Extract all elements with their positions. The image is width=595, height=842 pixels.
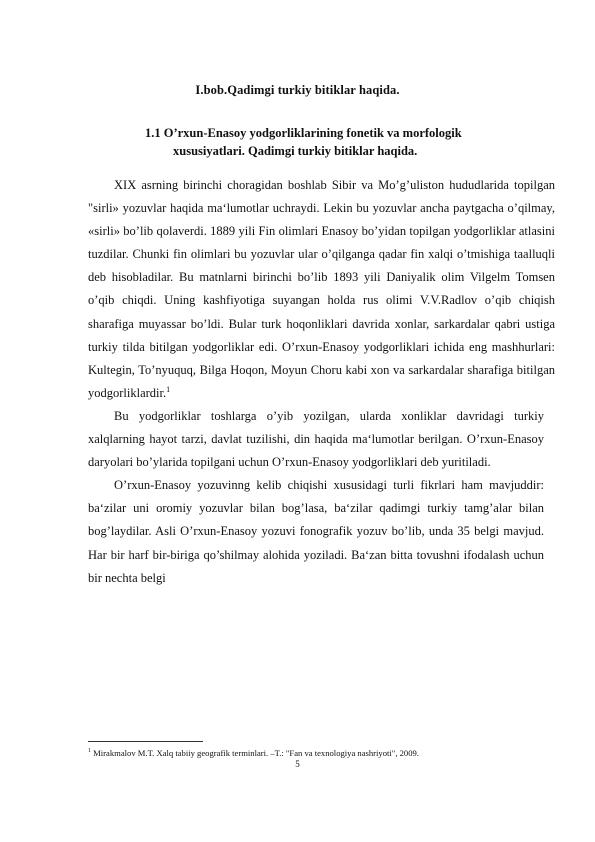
paragraph-1-text: XIX asrning birinchi choragidan boshlab Sibir va Mo’g’uliston hududlarida topilgan "sirli» yozuvlar haqida ma‘lumotlar uchraydi. Lekin bu yozuvlar ancha paytgacha o’qilmay, «sirli» bo’lib qolaverdi. 1889 yili Fin olimlari Enasoy bo’yidan topilgan yodgorliklar atlasini tuzdilar. Chunki fin olimlari bu yozuvlar ular o’qilganga qadar fin xalqi o’tmishiga taalluqli deb hisobladilar. Bu matnlarni birinchi bo’lib 1893 yili Daniyalik olim Vilgelm Tomsen o’qib chiqdi. Uning kashfiyotiga suyangan holda rus olimi V.V.Radlov o’qib chiqish sharafiga muyassar bo’ldi. Bular turk hoqonliklari davrida xonlar, sarkardalar qabri ustiga turkiy tilda bitilgan yodgorliklar edi. O’rxun-Enasoy yodgorliklari ichida eng mashhurlari: Kultegin, To’nyuquq, Bilga Hoqon, Moyun Choru kabi xon va sarkardalar sharafiga bitilgan yodgorliklardir. xyxy=(88,178,555,400)
footnote xyxy=(88,746,568,759)
footnote-divider xyxy=(88,741,203,742)
footnote-number: 1 xyxy=(88,748,91,754)
page-number: 5 xyxy=(295,759,300,769)
paragraph-2: Bu yodgorliklar toshlarga o’yib yozilgan, ularda xonliklar davridagi turkiy xalqlarning hayot tarzi, davlat tuzilishi, din haqida ma‘lumotlar berilgan. O’rxun-Enasoy daryolari bo’ylarida topilgani uchun O’rxun-Enasoy yodgorliklari deb yuritiladi. xyxy=(88,408,544,470)
section-title xyxy=(88,124,558,160)
chapter-title: I.bob.Qadimgi turkiy bitiklar haqida. xyxy=(195,83,400,97)
section-title-line-2: xususiyatlari. Qadimgi turkiy bitiklar haqida. xyxy=(173,144,418,158)
paragraph-1 xyxy=(88,174,555,405)
footnote-text: Mirakmalov M.T. Xalq tabiiy geografik terminlari. –T.: "Fan va texnologiya nashriyoti", 2009. xyxy=(93,747,419,758)
footnote-reference[interactable]: 1 xyxy=(166,384,171,394)
body-text xyxy=(88,174,555,590)
paragraph-3: O’rxun-Enasoy yozuvinng kelib chiqishi xususidagi turli fikrlari ham mavjuddir: ba‘zilar uni oromiy yozuvlar bilan bog’lasa, ba‘zilar qadimgi turkiy tamg’alar bilan bog’laydilar. Asli O’rxun-Enasoy yozuvi fonografik yozuv bo’lib, unda 35 belgi mavjud. Har bir harf bir-biriga qo’shilmay alohida yoziladi. Ba‘zan bitta tovushni ifodalash uchun bir nechta belgi xyxy=(88,478,544,585)
section-title-line-1: 1.1 O’rxun-Enasoy yodgorliklarining fonetik va morfologik xyxy=(145,126,462,140)
